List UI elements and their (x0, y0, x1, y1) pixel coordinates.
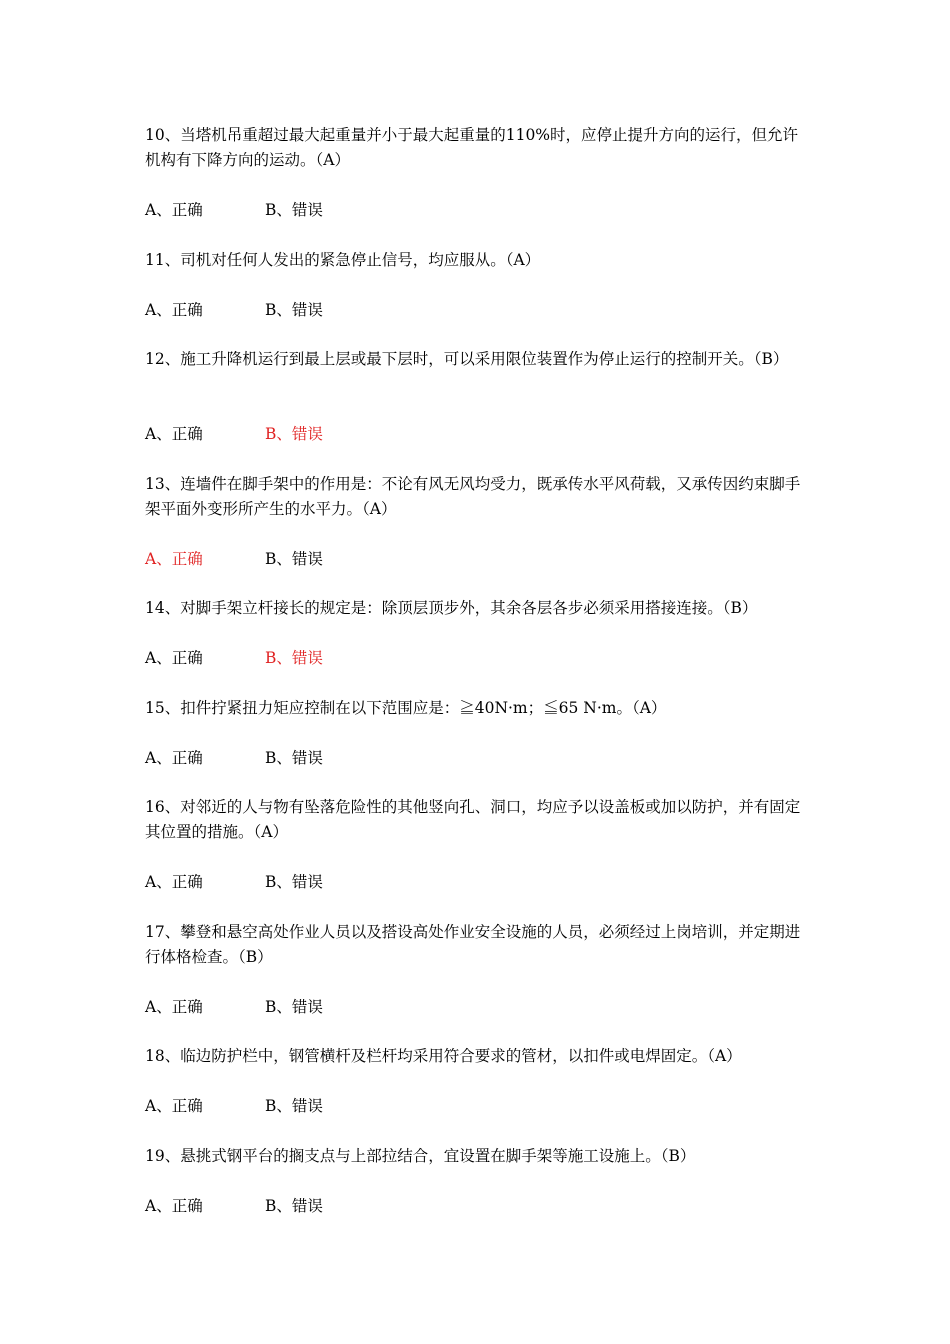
options-17 (145, 995, 323, 1020)
question-17: 17、攀登和悬空高处作业人员以及搭设高处作业安全设施的人员，必须经过上岗培训，并定期进行体格检查。（B） (145, 923, 801, 966)
options-12 (145, 422, 323, 447)
option-a: A、正确 (145, 649, 203, 667)
options-10 (145, 198, 323, 223)
question-12: 12、施工升降机运行到最上层或最下层时，可以采用限位装置作为停止运行的控制开关。（B） (145, 350, 789, 368)
option-a: A、正确 (145, 425, 203, 443)
option-b-highlighted: B、错误 (265, 425, 323, 443)
option-b: B、错误 (265, 1197, 323, 1215)
option-a: A、正确 (145, 749, 203, 767)
option-a-highlighted: A、正确 (145, 550, 203, 568)
question-14: 14、对脚手架立杆接长的规定是：除顶层顶步外，其余各层各步必须采用搭接连接。（B） (145, 599, 758, 617)
question-15: 15、扣件拧紧扭力矩应控制在以下范围应是：≧40N·m；≦65 N·m。（A） (145, 699, 667, 717)
option-a: A、正确 (145, 873, 203, 891)
question-18: 18、临边防护栏中，钢管横杆及栏杆均采用符合要求的管材，以扣件或电焊固定。（A） (145, 1047, 742, 1065)
options-16 (145, 870, 323, 895)
question-10: 10、当塔机吊重超过最大起重量并小于最大起重量的110%时，应停止提升方向的运行，但允许机构有下降方向的运动。（A） (145, 126, 799, 169)
option-b-highlighted: B、错误 (265, 649, 323, 667)
question-13: 13、连墙件在脚手架中的作用是：不论有风无风均受力，既承传水平风荷载，又承传因约束脚手架平面外变形所产生的水平力。（A） (145, 475, 801, 518)
options-11 (145, 298, 323, 323)
option-b: B、错误 (265, 301, 323, 319)
option-a: A、正确 (145, 301, 203, 319)
option-a: A、正确 (145, 201, 203, 219)
options-19 (145, 1194, 323, 1219)
option-a: A、正确 (145, 1097, 203, 1115)
options-18 (145, 1094, 323, 1119)
option-a: A、正确 (145, 1197, 203, 1215)
option-b: B、错误 (265, 550, 323, 568)
option-b: B、错误 (265, 1097, 323, 1115)
option-b: B、错误 (265, 998, 323, 1016)
option-a: A、正确 (145, 998, 203, 1016)
question-11: 11、司机对任何人发出的紧急停止信号，均应服从。（A） (145, 251, 541, 269)
options-13 (145, 547, 323, 572)
option-b: B、错误 (265, 873, 323, 891)
option-b: B、错误 (265, 749, 323, 767)
option-b: B、错误 (265, 201, 323, 219)
question-19: 19、悬挑式钢平台的搁支点与上部拉结合，宜设置在脚手架等施工设施上。（B） (145, 1147, 696, 1165)
options-15 (145, 746, 323, 771)
options-14 (145, 646, 323, 671)
question-16: 16、对邻近的人与物有坠落危险性的其他竖向孔、洞口，均应予以设盖板或加以防护，并有固定其位置的措施。（A） (145, 798, 801, 841)
